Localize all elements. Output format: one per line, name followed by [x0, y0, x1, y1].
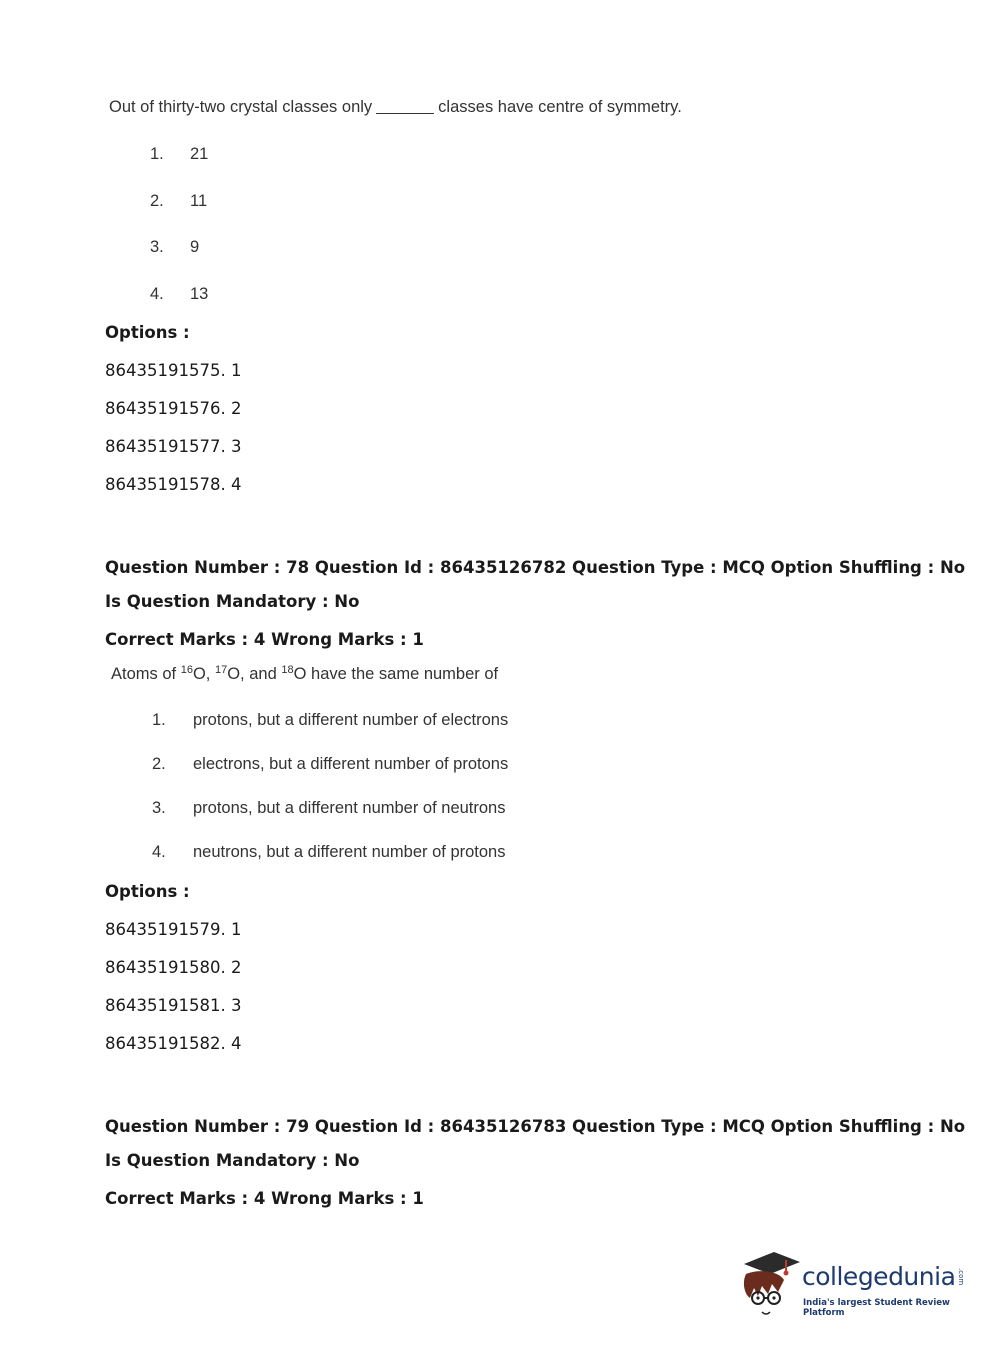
option-id: 86435191578. 4 [105, 475, 242, 494]
question-marks: Correct Marks : 4 Wrong Marks : 1 [105, 630, 424, 649]
option-id: 86435191577. 3 [105, 437, 242, 456]
question-mandatory: Is Question Mandatory : No [105, 592, 360, 611]
choice-text: 13 [190, 285, 209, 303]
choice-text: protons, but a different number of neutrons [193, 799, 506, 817]
mascot-icon [740, 1248, 802, 1320]
choice-text: electrons, but a different number of protons [193, 755, 509, 773]
logo-suffix: .com [957, 1268, 965, 1286]
stem-text-before: Out of thirty-two crystal classes only [109, 98, 373, 116]
question-header: Question Number : 79 Question Id : 86435126783 Question Type : MCQ Option Shuffling : No [105, 1117, 966, 1136]
stem-text: O have the same number of [293, 665, 499, 683]
choice-number: 3. [150, 238, 164, 256]
option-id: 86435191582. 4 [105, 1034, 242, 1053]
choice-text: 21 [190, 145, 209, 163]
option-id: 86435191579. 1 [105, 920, 242, 939]
mass-number: 17 [214, 664, 228, 676]
options-label: Options : [105, 323, 190, 342]
choice-text: 11 [190, 192, 208, 210]
choice-text: protons, but a different number of electrons [193, 711, 509, 729]
choice-text: neutrons, but a different number of protons [193, 843, 506, 861]
option-id: 86435191580. 2 [105, 958, 242, 977]
stem-text: Atoms of [111, 665, 181, 683]
logo-tagline: India's largest Student Review Platform [803, 1298, 950, 1318]
collegedunia-logo [740, 1248, 970, 1320]
choice-number: 3. [152, 799, 166, 817]
question-marks: Correct Marks : 4 Wrong Marks : 1 [105, 1189, 424, 1208]
options-label: Options : [105, 882, 190, 901]
choice-number: 2. [152, 755, 166, 773]
choice-number: 1. [150, 145, 164, 163]
option-id: 86435191576. 2 [105, 399, 242, 418]
choice-number: 4. [152, 843, 166, 861]
question-stem [111, 665, 498, 684]
question-header: Question Number : 78 Question Id : 86435126782 Question Type : MCQ Option Shuffling : No [105, 558, 966, 577]
question-mandatory: Is Question Mandatory : No [105, 1151, 360, 1170]
stem-text: O, [192, 665, 215, 683]
mass-number: 16 [180, 664, 193, 676]
stem-text-after: classes have centre of symmetry. [438, 98, 682, 116]
question-stem [109, 98, 682, 117]
mass-number: 18 [281, 664, 294, 676]
logo-wordmark: collegedunia [802, 1262, 956, 1291]
choice-number: 4. [150, 285, 164, 303]
choice-number: 2. [150, 192, 164, 210]
fill-in-blank [376, 112, 434, 114]
choice-text: 9 [190, 238, 200, 256]
option-id: 86435191581. 3 [105, 996, 242, 1015]
option-id: 86435191575. 1 [105, 361, 242, 380]
choice-number: 1. [152, 711, 166, 729]
stem-text: O, and [227, 665, 282, 683]
